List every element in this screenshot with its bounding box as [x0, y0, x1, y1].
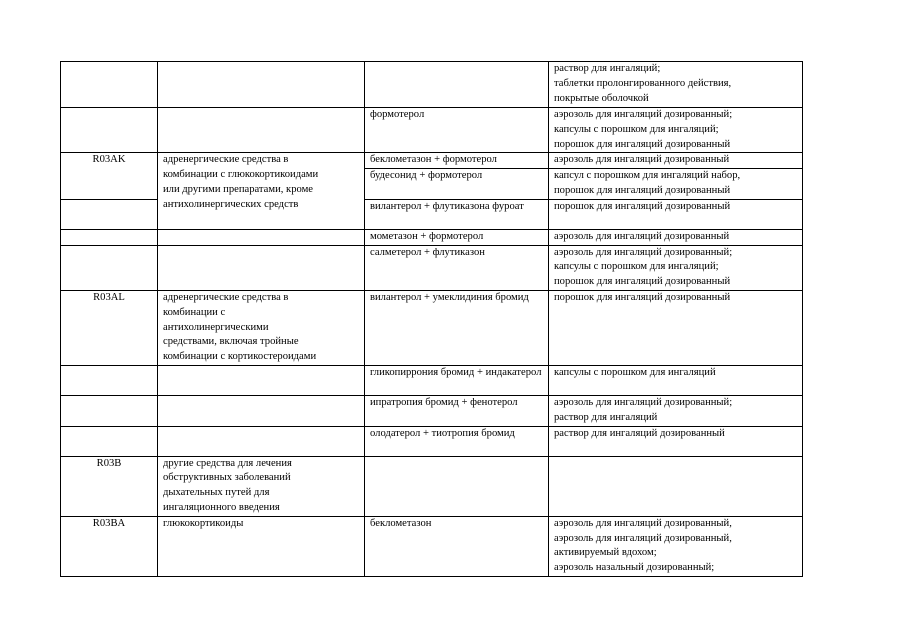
atc-code-cell	[61, 456, 158, 516]
atc-code-cell	[61, 199, 158, 229]
table-row	[61, 516, 803, 576]
table-row	[61, 426, 803, 456]
dosage-forms-cell	[549, 153, 803, 169]
atc-code-cell	[61, 516, 158, 576]
substance-cell	[365, 456, 549, 516]
substance-cell	[365, 245, 549, 290]
dosage-form-line: покрытые оболочкой	[554, 92, 649, 104]
table-row	[61, 153, 803, 169]
table-row	[61, 395, 803, 426]
group-line: антихолинергическими	[163, 321, 269, 333]
substance-name: мометазон + формотерол	[370, 230, 484, 242]
group-line: комбинации с глюкокортикоидами	[163, 169, 319, 181]
dosage-forms-cell	[549, 62, 803, 108]
substance-name: формотерол	[370, 109, 425, 120]
dosage-form-line: порошок для ингаляций дозированный	[554, 276, 731, 288]
table-row	[61, 245, 803, 290]
substance-name: беклометазон + формотерол	[370, 154, 497, 166]
substance-cell	[365, 199, 549, 229]
dosage-form-line: капсул с порошком для ингаляций набор,	[554, 170, 741, 182]
group-line: антихолинергических средств	[163, 198, 299, 210]
substance-cell	[365, 290, 549, 365]
group-line: обструктивных заболеваний	[163, 472, 291, 484]
dosage-form-line: аэрозоль для ингаляций дозированный;	[554, 396, 733, 408]
group-line: комбинации с	[163, 306, 226, 318]
dosage-form-line: активируемый вдохом;	[554, 547, 657, 559]
substance-cell	[365, 153, 549, 169]
group-cell	[158, 516, 365, 576]
dosage-forms-cell	[549, 516, 803, 576]
dosage-form-line: раствор для ингаляций	[554, 411, 658, 423]
dosage-forms-cell	[549, 426, 803, 456]
group-line: ингаляционного введения	[163, 501, 280, 513]
dosage-form-line: раствор для ингаляций дозированный	[554, 427, 725, 439]
substance-name: вилантерол + умеклидиния бромид	[370, 291, 529, 303]
group-cell	[158, 395, 365, 426]
atc-code-cell	[61, 365, 158, 395]
atc-code-cell	[61, 290, 158, 365]
substance-name: беклометазон	[370, 517, 432, 529]
group-cell	[158, 229, 365, 245]
group-cell	[158, 290, 365, 365]
group-line: или другими препаратами, кроме	[163, 183, 313, 195]
table-row	[61, 62, 803, 108]
table-row	[61, 229, 803, 245]
atc-code-cell	[61, 395, 158, 426]
group-cell	[158, 153, 365, 229]
dosage-forms-cell	[549, 108, 803, 153]
atc-code-cell	[61, 426, 158, 456]
dosage-form-line: аэрозоль для ингаляций дозированный	[554, 230, 730, 242]
atc-code-cell	[61, 108, 158, 153]
group-line: комбинации с кортикостероидами	[163, 351, 317, 363]
dosage-form-line: раствор для ингаляций;	[554, 63, 661, 74]
drug-classification-table	[60, 61, 803, 577]
substance-cell	[365, 229, 549, 245]
dosage-forms-cell	[549, 395, 803, 426]
group-cell	[158, 108, 365, 153]
dosage-form-line: порошок для ингаляций дозированный	[554, 138, 731, 150]
dosage-form-line: капсулы с порошком для ингаляций	[554, 366, 716, 378]
dosage-forms-cell	[549, 365, 803, 395]
dosage-form-line: таблетки пролонгированного действия,	[554, 77, 732, 89]
dosage-form-line: порошок для ингаляций дозированный	[554, 184, 731, 196]
dosage-forms-cell	[549, 199, 803, 229]
atc-code-cell	[61, 62, 158, 108]
group-cell	[158, 456, 365, 516]
atc-code: R03AK	[92, 154, 126, 166]
table-row	[61, 108, 803, 153]
group-line: адренергические средства в	[163, 154, 289, 166]
substance-cell	[365, 426, 549, 456]
dosage-form-line: аэрозоль для ингаляций дозированный	[554, 154, 730, 166]
table-row	[61, 456, 803, 516]
table-row	[61, 365, 803, 395]
atc-code-cell	[61, 229, 158, 245]
dosage-form-line: аэрозоль для ингаляций дозированный;	[554, 109, 733, 120]
group-cell	[158, 365, 365, 395]
substance-name: гликопиррония бромид + индакатерол	[370, 366, 542, 378]
dosage-form-line: аэрозоль для ингаляций дозированный;	[554, 246, 733, 258]
atc-code: R03BA	[92, 517, 126, 529]
dosage-form-line: аэрозоль для ингаляций дозированный,	[554, 517, 732, 529]
dosage-form-line: аэрозоль для ингаляций дозированный,	[554, 532, 732, 544]
group-cell	[158, 62, 365, 108]
atc-code: R03B	[96, 457, 122, 469]
substance-name: салметерол + флутиказон	[370, 246, 485, 258]
substance-name: будесонид + формотерол	[370, 170, 483, 182]
substance-cell	[365, 365, 549, 395]
substance-name: вилантерол + флутиказона фуроат	[370, 200, 524, 212]
atc-code-cell	[61, 153, 158, 199]
dosage-form-line: порошок для ингаляций дозированный	[554, 200, 731, 212]
group-line: средствами, включая тройные	[163, 336, 299, 348]
substance-cell	[365, 169, 549, 200]
dosage-form-line: капсулы с порошком для ингаляций;	[554, 261, 719, 273]
dosage-forms-cell	[549, 245, 803, 290]
dosage-form-line: порошок для ингаляций дозированный	[554, 291, 731, 303]
group-cell	[158, 245, 365, 290]
substance-cell	[365, 516, 549, 576]
dosage-form-line: аэрозоль назальный дозированный;	[554, 562, 715, 574]
dosage-forms-cell	[549, 290, 803, 365]
dosage-forms-cell	[549, 229, 803, 245]
group-line: дыхательных путей для	[163, 487, 270, 499]
substance-cell	[365, 395, 549, 426]
dosage-forms-cell	[549, 169, 803, 200]
table-row	[61, 290, 803, 365]
group-cell	[158, 426, 365, 456]
substance-name: олодатерол + тиотропия бромид	[370, 427, 515, 439]
group-line: адренергические средства в	[163, 291, 289, 303]
dosage-form-line: капсулы с порошком для ингаляций;	[554, 123, 719, 135]
group-name: глюкокортикоиды	[163, 517, 244, 529]
group-line: другие средства для лечения	[163, 457, 292, 469]
atc-code-cell	[61, 245, 158, 290]
substance-name: ипратропия бромид + фенотерол	[370, 396, 518, 408]
atc-code: R03AL	[93, 291, 125, 303]
substance-cell	[365, 62, 549, 108]
dosage-forms-cell	[549, 456, 803, 516]
substance-cell	[365, 108, 549, 153]
